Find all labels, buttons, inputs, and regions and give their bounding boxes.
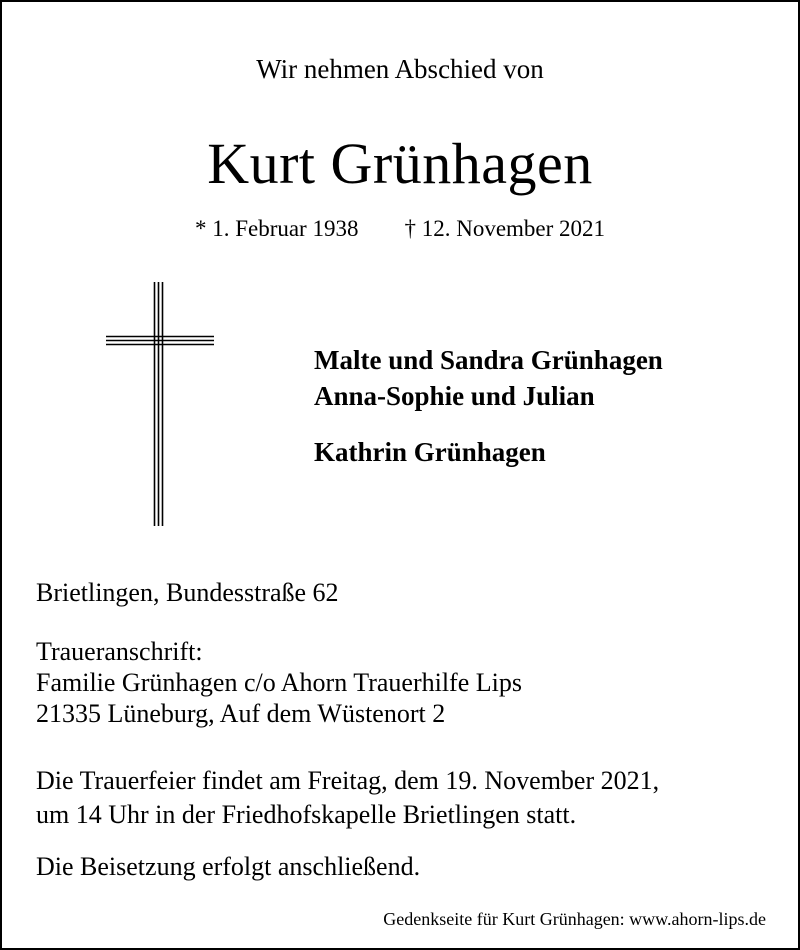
mourning-address-line: Familie Grünhagen c/o Ahorn Trauerhilfe Lips: [36, 668, 522, 697]
deceased-name: Kurt Grünhagen: [207, 131, 593, 196]
mourning-address-heading: Traueranschrift:: [36, 637, 203, 666]
mourning-address-line: 21335 Lüneburg, Auf dem Wüstenort 2: [36, 699, 446, 728]
mourning-address: [36, 636, 522, 729]
residence-address: Brietlingen, Bundesstraße 62: [36, 578, 339, 607]
mourner-line: Anna-Sophie und Julian: [314, 381, 595, 411]
mourner-line: Kathrin Grünhagen: [314, 437, 546, 467]
ceremony-line: Die Trauerfeier findet am Freitag, dem 19. November 2021,: [36, 766, 660, 795]
ceremony-line: um 14 Uhr in der Friedhofskapelle Brietlingen statt.: [36, 800, 577, 829]
death-date: † 12. November 2021: [404, 216, 606, 241]
birth-date: * 1. Februar 1938: [194, 216, 359, 241]
ceremony-info: [36, 764, 659, 832]
mourner-line: Malte und Sandra Grünhagen: [314, 345, 663, 375]
mourners: [314, 342, 663, 470]
life-dates: [2, 216, 798, 242]
cross-icon: [104, 280, 216, 528]
intro-line: Wir nehmen Abschied von: [256, 54, 544, 84]
burial-info: Die Beisetzung erfolgt anschließend.: [36, 852, 421, 881]
memorial-page-link: Gedenkseite für Kurt Grünhagen: www.ahorn-lips.de: [383, 909, 766, 929]
